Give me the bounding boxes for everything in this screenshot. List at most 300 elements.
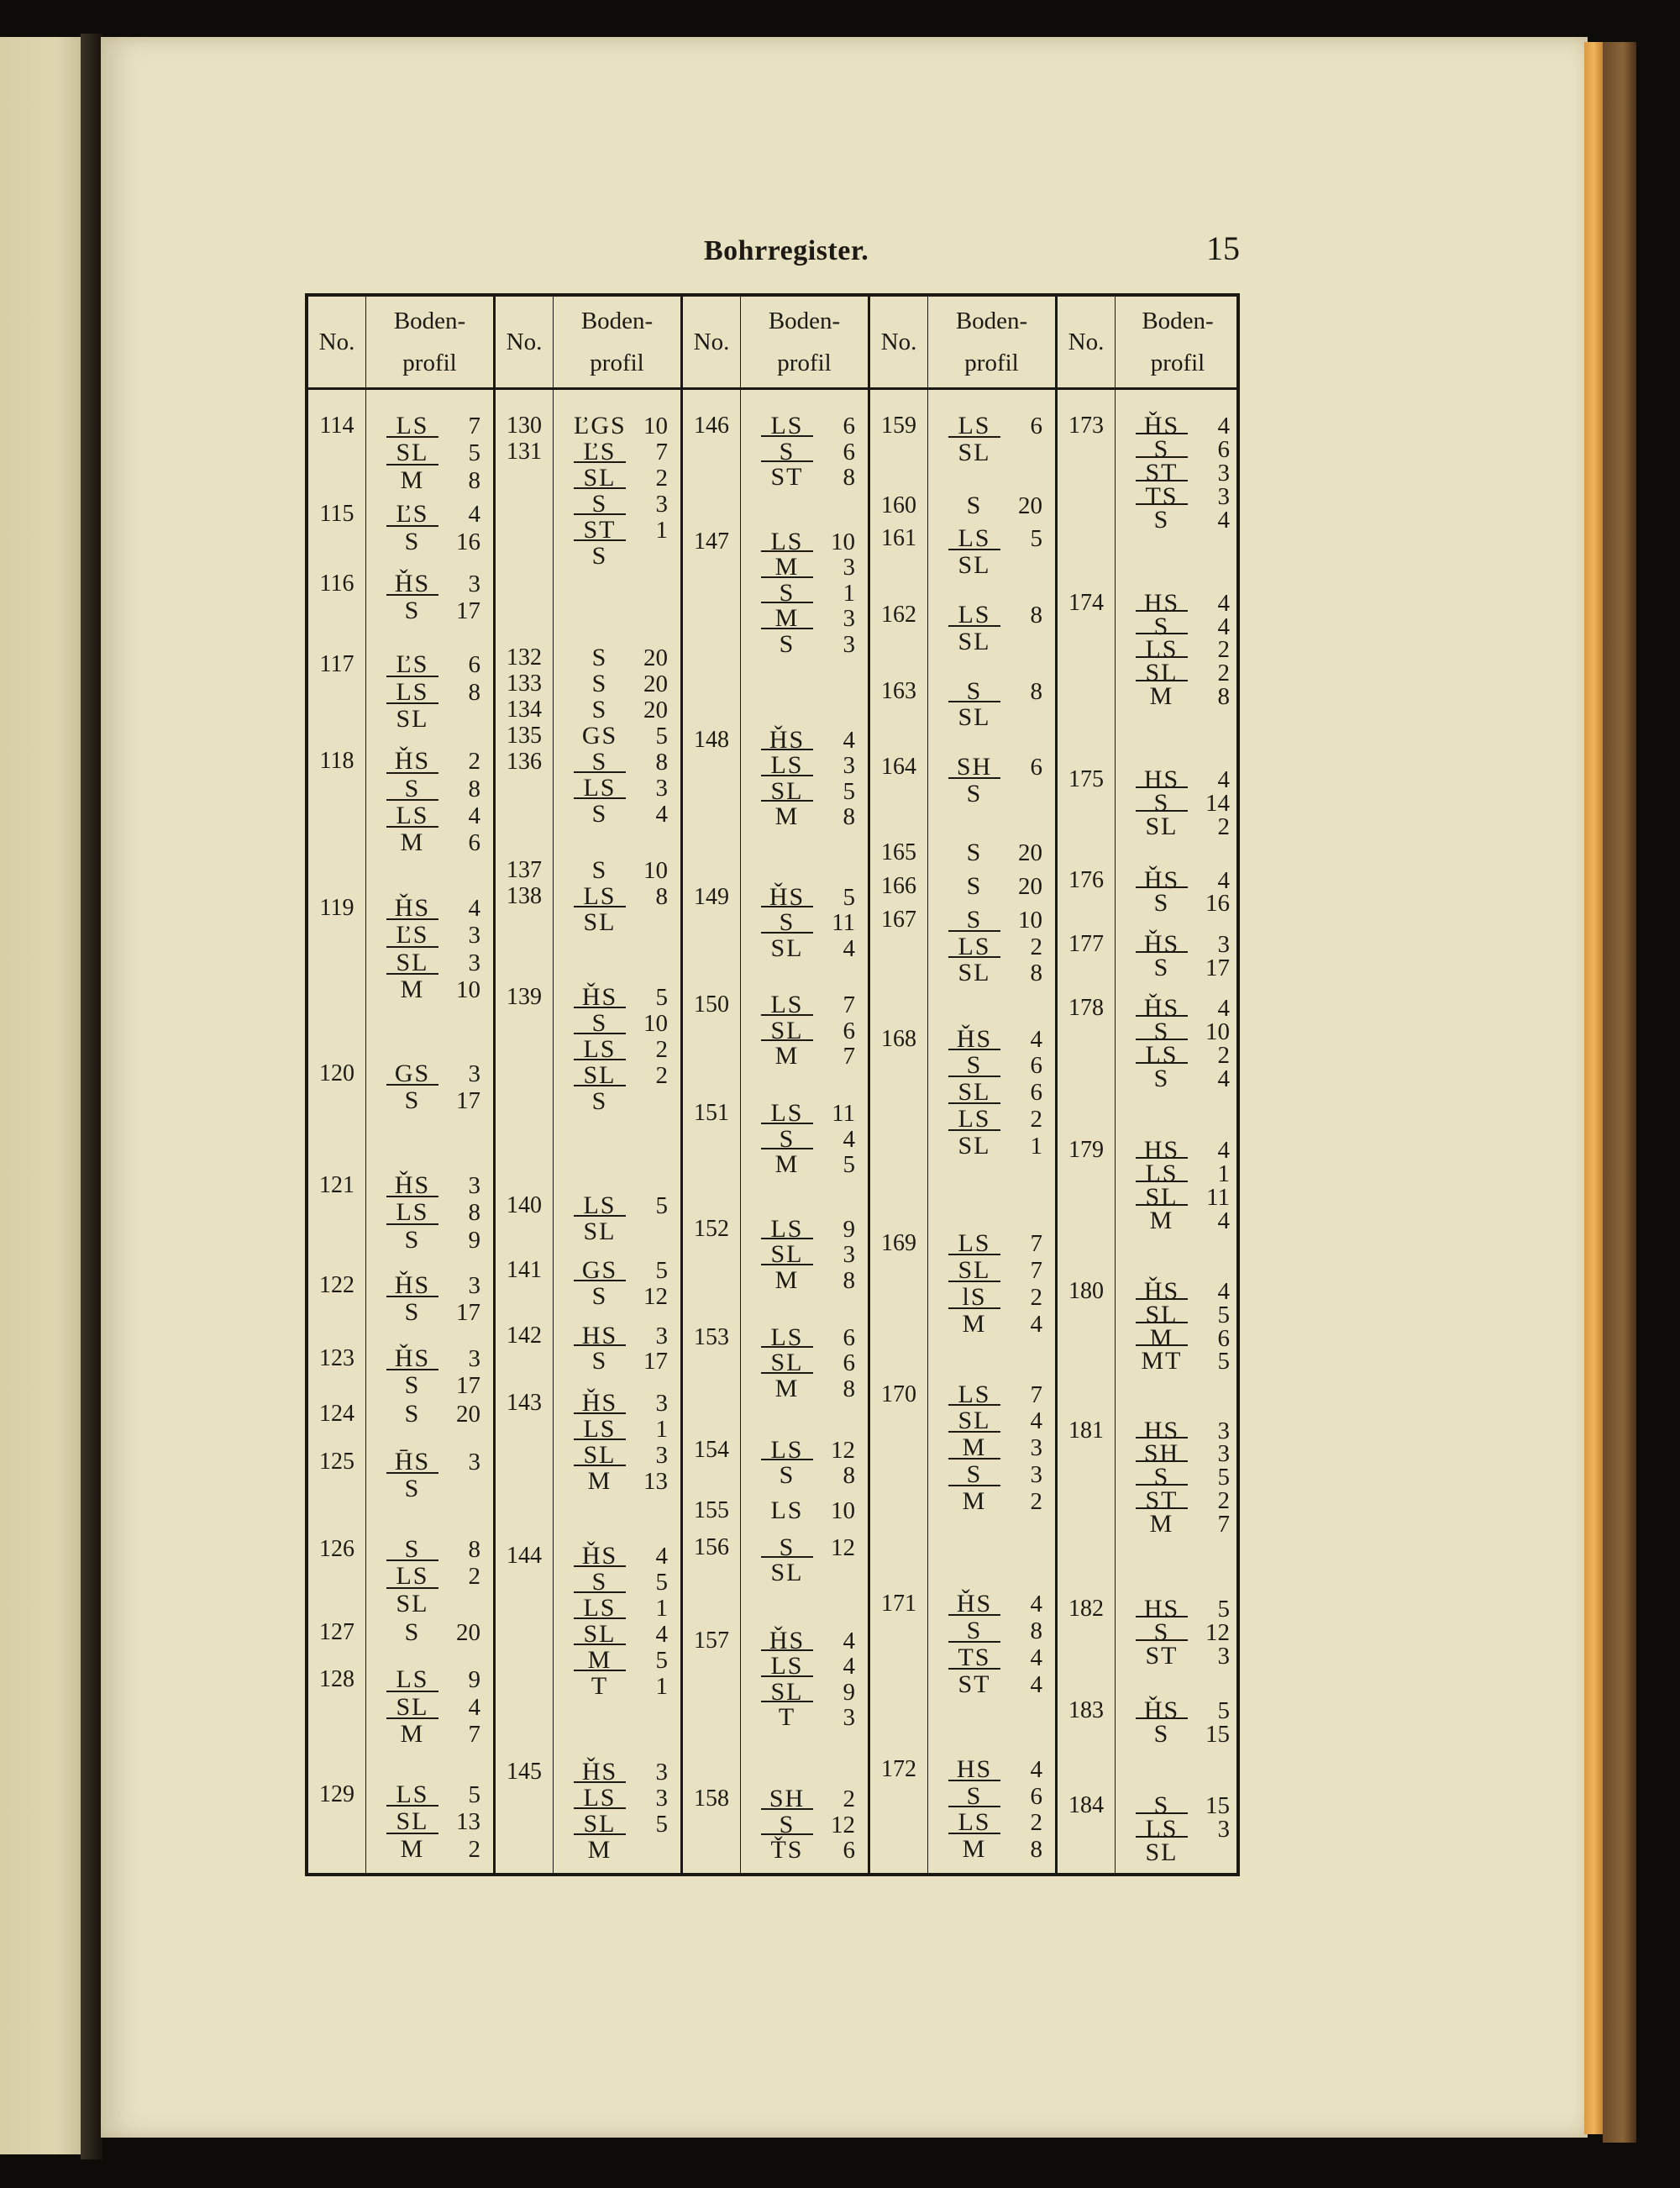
number-column [496,297,553,1873]
soil-type: SL [761,1675,813,1707]
layer-thickness: 5 [468,1780,480,1808]
boring-number: 136 [507,749,542,776]
layer-thickness: 3 [655,1442,668,1470]
layer-thickness: 8 [1030,960,1042,987]
soil-type: LS [386,676,438,707]
layer-thickness: 8 [843,464,855,492]
soil-type: M [761,602,813,634]
soil-layer [741,1039,868,1073]
layer-thickness: 9 [843,1215,855,1243]
soil-type: HS [1143,1416,1180,1444]
layer-thickness: 4 [655,801,668,828]
boring-number: 121 [319,1172,354,1199]
layer-thickness: 4 [1217,866,1230,894]
soil-layer [741,1264,868,1297]
boring-number: 146 [694,413,729,439]
layer-thickness: 3 [655,490,668,518]
soil-type: M [761,1148,813,1180]
layer-thickness: 3 [468,570,480,597]
header-no: No. [1058,297,1115,390]
header-no: No. [683,297,740,390]
soil-type: M [1136,1507,1188,1539]
soil-type: T [761,1701,813,1733]
profile-column [740,297,868,1873]
boring-number: 158 [694,1786,729,1812]
boring-number: 175 [1068,766,1104,793]
boring-number: 164 [881,754,916,781]
soil-type: LS [770,1435,804,1464]
boring-number: 166 [881,873,916,900]
soil-type: LS [396,1780,429,1808]
boring-number: 176 [1068,866,1104,893]
soil-type: S [761,628,813,660]
soil-layer [928,436,1055,470]
register-column-group [868,297,1055,1873]
soil-layer [366,464,493,497]
layer-thickness: 2 [1217,660,1230,687]
soil-layer [366,1717,493,1751]
soil-type: SL [1136,1181,1188,1212]
soil-type: ST [1136,1639,1188,1671]
soil-layer [1116,810,1242,844]
boring-number: 133 [507,670,542,697]
soil-type: SL [948,1404,1000,1436]
soil-type: SH [769,1785,806,1813]
layer-thickness: 17 [1205,954,1230,981]
soil-type: ĽS [396,650,429,679]
soil-type: LS [761,1649,813,1681]
soil-layer [554,539,680,573]
soil-layer [366,1833,493,1866]
soil-type: ȞS [394,569,431,597]
layer-thickness: 2 [655,1061,668,1089]
layer-thickness: 5 [468,439,480,467]
layer-thickness: 10 [1018,906,1042,934]
layer-thickness: 5 [843,883,855,911]
layer-thickness: 6 [843,438,855,465]
soil-layer [1116,1507,1242,1541]
layer-thickness: 3 [468,1172,480,1200]
layer-thickness: 5 [1217,1301,1230,1328]
soil-type: SL [1136,656,1188,688]
layer-thickness: 16 [1205,890,1230,918]
layer-thickness: 2 [1217,813,1230,841]
layer-thickness: 5 [1030,525,1042,553]
soil-type: SL [761,1556,813,1588]
soil-type: LS [583,1191,617,1220]
layer-thickness: 6 [468,651,480,679]
soil-type: S [574,1565,626,1597]
soil-layer [1116,1062,1242,1096]
layer-thickness: 6 [843,1349,855,1377]
layer-thickness: 16 [456,528,480,555]
soil-type: ȞS [394,1344,431,1372]
layer-thickness: 3 [1030,1434,1042,1462]
soil-type: S [1136,503,1188,535]
layer-thickness: 8 [843,1462,855,1490]
layer-thickness: 2 [1030,1809,1042,1837]
soil-type: ȞS [956,1024,993,1053]
soil-layer [1116,1836,1242,1870]
soil-type: ȞS [1143,865,1180,894]
soil-type: ȞS [394,1171,431,1200]
boring-number: 150 [694,991,729,1018]
layer-thickness: 3 [655,775,668,802]
soil-type: SL [948,1076,1000,1107]
layer-thickness: 8 [468,678,480,706]
soil-type: SL [386,702,438,734]
layer-thickness: 11 [1206,1184,1230,1212]
soil-type: S [1136,786,1188,818]
soil-type: M [386,973,438,1005]
layer-thickness: 7 [655,439,668,466]
soil-layer [741,932,868,965]
layer-thickness: 7 [1030,1381,1042,1408]
soil-type: SL [761,775,813,807]
page-block-edge [1584,42,1603,2134]
layer-thickness: 8 [1217,683,1230,711]
soil-layer [366,702,493,736]
soil-type: M [1136,680,1188,712]
layer-thickness: 4 [1217,1137,1230,1165]
number-column [683,297,740,1873]
soil-type: S [574,1280,626,1312]
layer-thickness: 4 [1217,766,1230,794]
boring-number: 131 [507,439,542,465]
layer-thickness: 8 [843,803,855,831]
soil-layer [554,1215,680,1249]
header-no: No. [496,297,553,390]
layer-thickness: 8 [843,1375,855,1402]
layer-thickness: 2 [655,465,668,492]
register-column-group [308,297,493,1873]
soil-layer [741,1459,868,1492]
soil-type: LS [770,412,804,439]
layer-thickness: 6 [1217,435,1230,463]
soil-type: S [761,1123,813,1154]
layer-thickness: 15 [1205,1720,1230,1748]
soil-type: SL [574,1059,626,1091]
soil-type: GS [581,722,618,750]
soil-type: S [574,539,626,571]
layer-thickness: 8 [1030,1836,1042,1864]
soil-layer [928,870,1055,903]
soil-type: S [948,1780,1000,1812]
soil-type: SL [386,436,438,468]
soil-layer [366,973,493,1007]
soil-type: S [386,1223,438,1255]
layer-thickness: 8 [1030,601,1042,629]
soil-type: MT [1136,1344,1188,1376]
soil-type: ĽS [386,918,438,950]
boring-number: 135 [507,723,542,749]
soil-type: M [1136,1204,1188,1236]
soil-type: H̄S [394,1447,431,1475]
soil-type: M [574,1465,626,1496]
soil-type: S [1136,1062,1188,1094]
layer-thickness: 6 [1217,1324,1230,1352]
soil-layer [928,549,1055,582]
layer-thickness: 3 [468,1272,480,1300]
boring-number: 161 [881,525,916,552]
soil-type: LS [958,524,991,553]
header-bodenprofil-line1: Boden- [955,308,1028,334]
soil-type: M [761,1039,813,1071]
soil-type: SL [948,436,1000,468]
soil-layer [366,1223,493,1257]
soil-type: S [761,1459,813,1491]
layer-thickness: 5 [1217,1696,1230,1724]
layer-thickness: 3 [468,1060,480,1087]
soil-layer [741,1372,868,1406]
layer-thickness: 12 [831,1811,855,1838]
soil-type: LS [386,1559,438,1591]
layer-thickness: 4 [843,1627,855,1654]
layer-thickness: 10 [831,528,855,555]
soil-type: HS [1143,588,1180,617]
layer-thickness: 4 [1030,1025,1042,1053]
layer-thickness: 4 [1217,1207,1230,1234]
soil-type: LS [1136,1812,1188,1844]
layer-thickness: 3 [655,1759,668,1786]
soil-type: SL [761,1014,813,1046]
soil-type: S [966,676,983,705]
soil-layer [366,1296,493,1329]
boring-number: 117 [319,651,354,678]
layer-thickness: 3 [1217,1417,1230,1444]
layer-thickness: 3 [843,1241,855,1269]
layer-thickness: 4 [468,802,480,829]
boring-number: 177 [1068,930,1104,957]
soil-type: SL [761,932,813,964]
layer-thickness: 5 [655,1569,668,1596]
boring-number: 181 [1068,1417,1104,1444]
soil-type: SL [761,1238,813,1270]
soil-layer [554,1085,680,1118]
layer-thickness: 20 [1018,873,1042,901]
soil-type: SL [574,1617,626,1649]
soil-type: HS [956,1754,993,1783]
book-cover-edge [1603,42,1636,2143]
layer-thickness: 1 [655,516,668,544]
soil-layer [366,1084,493,1118]
soil-type: S [404,1618,421,1647]
layer-thickness: 1 [1030,1132,1042,1160]
layer-thickness: 10 [643,413,668,439]
layer-thickness: 20 [1018,492,1042,519]
header-bodenprofil [554,297,680,390]
boring-number: 151 [694,1099,729,1126]
soil-type: SL [1136,1836,1188,1868]
layer-thickness: 6 [1030,754,1042,781]
soil-type: S [1136,1717,1188,1749]
layer-thickness: 5 [843,1151,855,1179]
layer-thickness: 4 [1217,613,1230,640]
boring-number: 184 [1068,1792,1104,1819]
soil-type: S [1136,610,1188,642]
layer-thickness: 2 [1030,1105,1042,1133]
soil-type: S [1136,951,1188,983]
soil-type: SL [574,906,626,938]
soil-type: LS [574,1781,626,1813]
layer-thickness: 3 [1217,930,1230,958]
layer-thickness: 1 [655,1672,668,1700]
layer-thickness: 7 [1030,1257,1042,1285]
soil-type: M [574,1833,626,1865]
soil-type: S [386,594,438,626]
soil-type: S [1136,1460,1188,1492]
profile-column [927,297,1055,1873]
header-no: No. [870,297,927,390]
soil-type: LS [396,1665,429,1694]
soil-layer [366,525,493,559]
soil-layer [928,956,1055,990]
boring-number: 144 [507,1543,542,1570]
soil-type: ȞS [1143,1696,1180,1724]
bohrregister-table [305,293,1240,1876]
layer-thickness: 20 [643,697,668,724]
soil-type: S [574,487,626,519]
soil-type: ST [1136,456,1188,488]
layer-thickness: 4 [1217,1065,1230,1092]
soil-type: ĽS [583,438,617,466]
boring-number: 172 [881,1755,916,1782]
layer-thickness: 2 [1030,1487,1042,1515]
soil-type: ȞS [581,1758,618,1786]
layer-thickness: 8 [1030,677,1042,705]
soil-type: S [948,1458,1000,1490]
soil-layer [1116,886,1242,920]
boring-number: 163 [881,677,916,704]
soil-type: ȞS [394,747,431,776]
soil-layer [741,1556,868,1590]
register-column-group [680,297,868,1873]
layer-thickness: 3 [843,752,855,780]
layer-thickness: 3 [1217,1440,1230,1468]
layer-thickness: 5 [655,1811,668,1838]
soil-type: SL [948,701,1000,733]
layer-thickness: 15 [1205,1792,1230,1820]
soil-layer [741,1494,868,1528]
soil-type: S [591,643,608,671]
layer-thickness: 2 [843,1786,855,1813]
layer-thickness: 11 [832,909,855,937]
layer-thickness: 7 [468,1721,480,1748]
layer-thickness: 8 [843,1266,855,1294]
soil-type: HS [1143,1594,1180,1623]
soil-type: SL [1136,1298,1188,1330]
profile-column [553,297,680,1873]
soil-layer [928,1668,1055,1701]
soil-type: S [591,669,608,697]
soil-type: S [404,1400,421,1428]
soil-layer [741,1148,868,1181]
soil-layer [554,1344,680,1378]
soil-type: M [948,1833,1000,1865]
soil-layer [928,625,1055,659]
soil-layer [928,1129,1055,1163]
soil-type: M [948,1431,1000,1463]
layer-thickness: 8 [468,1199,480,1227]
soil-type: ȞS [1143,929,1180,958]
layer-thickness: 9 [843,1678,855,1706]
soil-type: LS [958,1229,991,1258]
layer-thickness: 7 [843,1043,855,1070]
layer-thickness: 12 [1205,1618,1230,1646]
soil-type: HS [1143,1136,1180,1165]
layer-thickness: 20 [456,1619,480,1647]
boring-number: 129 [319,1780,354,1807]
soil-layer [741,800,868,834]
boring-number: 153 [694,1323,729,1350]
soil-type: S [966,839,983,867]
layer-thickness: 8 [655,749,668,776]
soil-type: GS [581,1256,618,1285]
layer-thickness: 6 [843,1323,855,1351]
layer-thickness: 2 [1030,1283,1042,1311]
layer-thickness: 4 [1030,1591,1042,1618]
soil-layer [1116,1639,1242,1673]
header-bodenprofil-line2: profil [964,350,1019,376]
layer-thickness: 10 [643,856,668,884]
profile-column [365,297,493,1873]
register-column-group [493,297,680,1873]
layer-thickness: 3 [843,1704,855,1732]
number-column [870,297,927,1873]
layer-thickness: 5 [655,983,668,1011]
layer-thickness: 4 [1217,589,1230,617]
layer-thickness: 2 [468,748,480,776]
soil-type: T [574,1670,626,1701]
running-title: Bohrregister. [704,235,869,266]
soil-type: LS [574,1412,626,1444]
boring-number: 169 [881,1230,916,1257]
boring-number: 139 [507,983,542,1010]
soil-type: TS [948,1641,1000,1673]
boring-number: 182 [1068,1595,1104,1622]
soil-layer [741,1833,868,1867]
soil-layer [928,1485,1055,1518]
soil-layer [554,1670,680,1703]
layer-thickness: 5 [655,1192,668,1220]
boring-number: 115 [319,501,354,528]
soil-type: SL [948,549,1000,581]
layer-thickness: 4 [1217,413,1230,439]
soil-type: S [761,435,813,467]
soil-layer [366,1616,493,1649]
soil-type: SL [948,1129,1000,1161]
boring-number: 123 [319,1344,354,1371]
soil-type: LS [574,1591,626,1623]
soil-type: LS [1136,1157,1188,1189]
boring-number: 138 [507,882,542,909]
layer-thickness: 9 [468,1666,480,1694]
boring-number: 159 [881,413,916,439]
layer-thickness: 3 [468,949,480,976]
soil-type: M [386,1833,438,1865]
layer-thickness: 20 [643,670,668,697]
soil-type: LS [958,412,991,439]
soil-type: M [574,1644,626,1675]
layer-thickness: 17 [456,1299,480,1327]
layer-thickness: 10 [643,1009,668,1037]
layer-thickness: 3 [843,554,855,581]
soil-type: ȞS [1143,412,1180,439]
book-gutter [81,34,102,2159]
soil-type: SH [956,753,993,781]
soil-type: M [386,826,438,858]
soil-layer [741,1701,868,1734]
